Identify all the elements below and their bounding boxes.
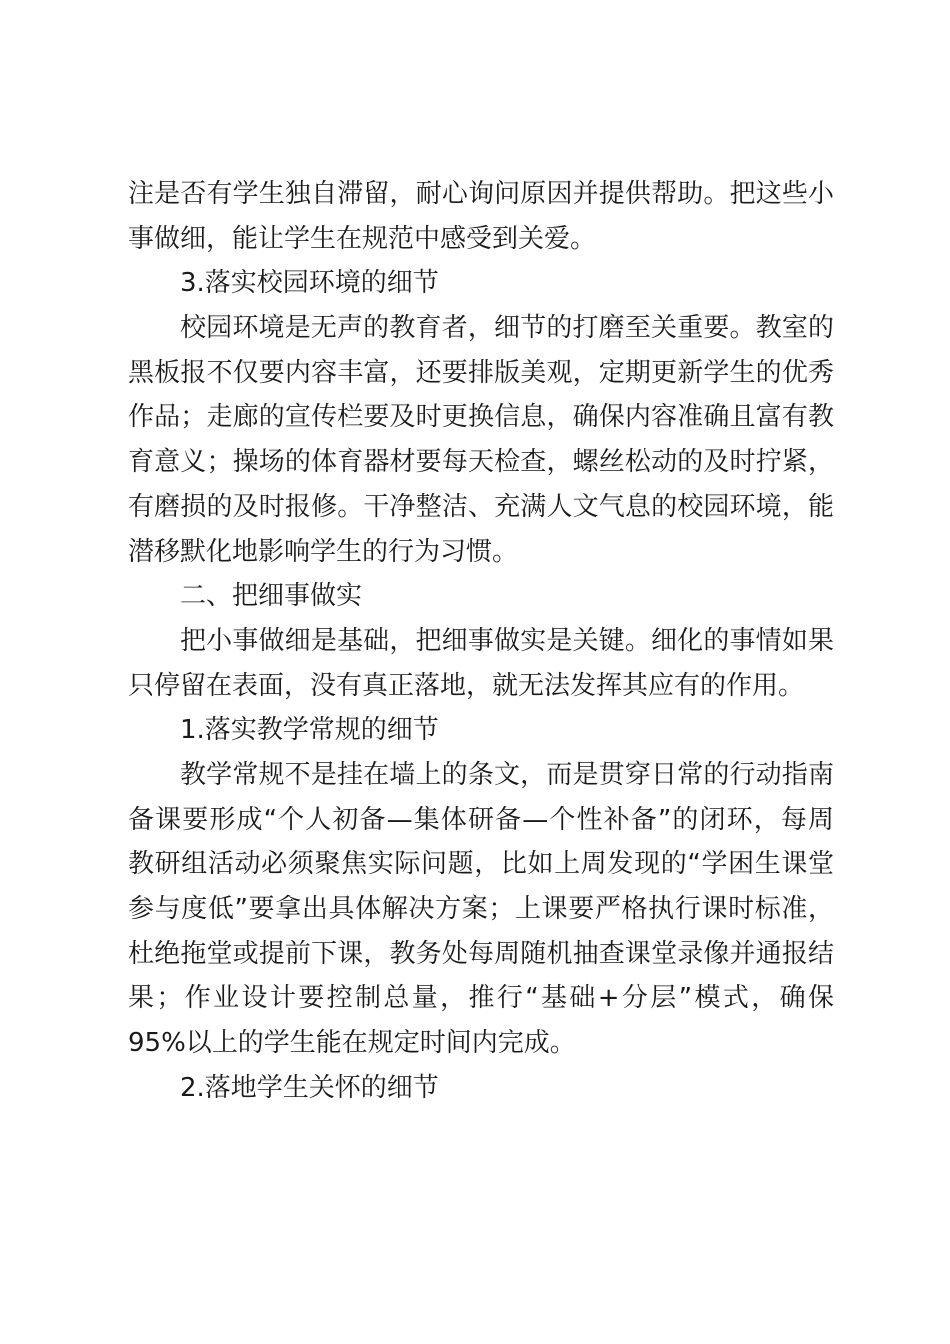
- text-line: 备课要形成“个人初备—集体研备—个性补备”的闭环，每周: [128, 804, 834, 835]
- text-line: 1.落实教学常规的细节: [180, 715, 439, 746]
- text-line: 校园环境是无声的教育者，细节的打磨至关重要。教室的: [180, 313, 834, 344]
- text-line: 果；作业设计要控制总量，推行“基础+分层”模式，确保: [128, 983, 834, 1014]
- text-line: 潜移默化地影响学生的行为习惯。: [128, 536, 519, 567]
- text-line: 二、把细事做实: [180, 581, 363, 612]
- text-line: 教学常规不是挂在墙上的条文，而是贯穿日常的行动指南: [180, 759, 834, 790]
- text-line: 注是否有学生独自滞留，耐心询问原因并提供帮助。把这些小: [128, 179, 834, 209]
- text-line: 事做细，能让学生在规范中感受到关爱。: [128, 223, 597, 254]
- text-line: 黑板报不仅要内容丰富，还要排版美观，定期更新学生的优秀: [128, 357, 834, 388]
- text-line: 3.落实校园环境的细节: [180, 268, 439, 299]
- text-line: 只停留在表面，没有真正落地，就无法发挥其应有的作用。: [128, 670, 805, 701]
- text-line: 杜绝拖堂或提前下课，教务处每周随机抽查课堂录像并通报结: [128, 938, 834, 969]
- text-line: 有磨损的及时报修。干净整洁、充满人文气息的校园环境，能: [128, 491, 834, 522]
- text-line: 参与度低”要拿出具体解决方案；上课要严格执行课时标准，: [128, 894, 834, 924]
- text-line: 育意义；操场的体育器材要每天检查，螺丝松动的及时拧紧，: [128, 447, 834, 478]
- document-body: [128, 172, 834, 1110]
- text-line: 95%以上的学生能在规定时间内完成。: [128, 1028, 576, 1059]
- text-line: 作品；走廊的宣传栏要及时更换信息，确保内容准确且富有教: [128, 402, 834, 433]
- text-line: 2.落地学生关怀的细节: [180, 1072, 439, 1103]
- text-line: 教研组活动必须聚焦实际问题，比如上周发现的“学困生课堂: [128, 849, 834, 880]
- text-line: 把小事做细是基础，把细事做实是关键。细化的事情如果: [180, 625, 834, 656]
